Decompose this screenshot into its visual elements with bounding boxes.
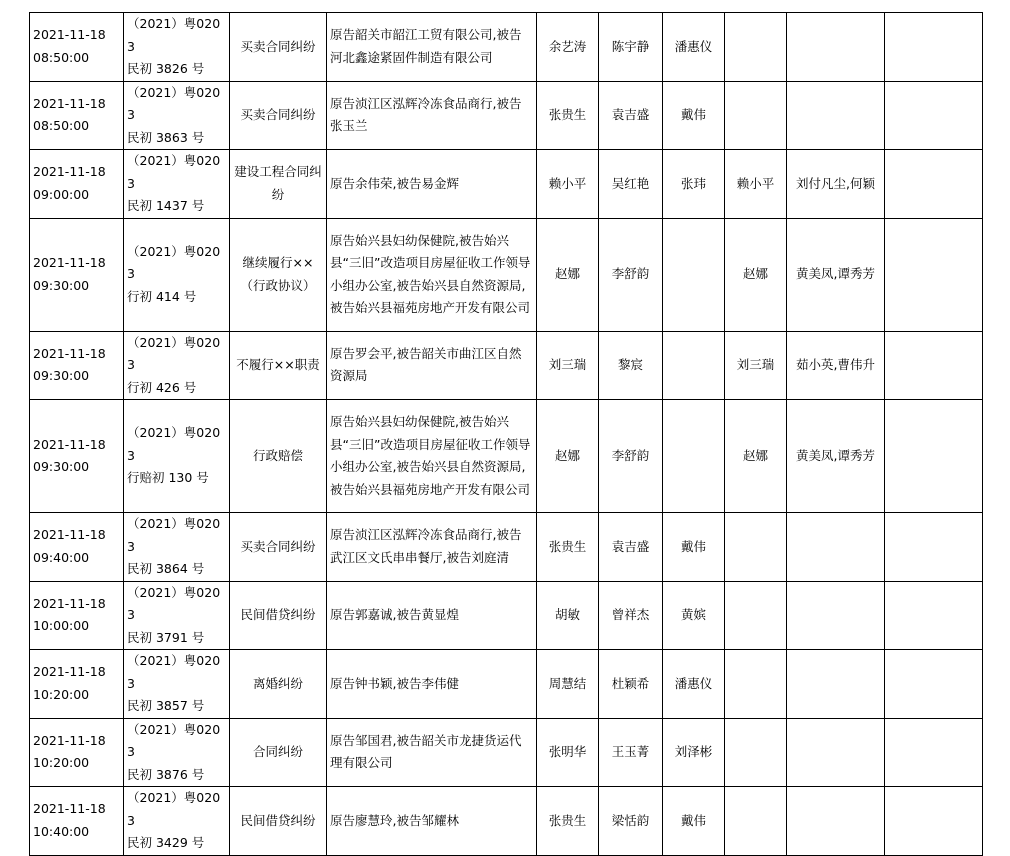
hearing-time: 09:30:00 bbox=[33, 459, 90, 474]
hearing-time: 09:30:00 bbox=[33, 277, 90, 293]
case-cause-cell: 民间借贷纠纷 bbox=[230, 581, 327, 650]
case-cause-cell: 买卖合同纠纷 bbox=[230, 13, 327, 82]
column-7-cell: 黄美凤,谭秀芳 bbox=[787, 218, 885, 331]
clerk-cell: 黄嫔 bbox=[663, 581, 725, 650]
column-8-cell bbox=[885, 650, 983, 719]
case-number-prefix: （2021）粤0203 bbox=[127, 243, 221, 282]
clerk-cell: 潘惠仪 bbox=[663, 650, 725, 719]
table-row bbox=[30, 400, 983, 513]
parties-cell: 原告廖慧玲,被告邹耀林 bbox=[327, 787, 537, 856]
judge-2-cell: 李舒韵 bbox=[599, 400, 663, 513]
judge-2-cell: 袁吉盛 bbox=[599, 81, 663, 150]
hearing-time: 08:50:00 bbox=[33, 49, 90, 65]
case-number-suffix: 民初 3876 号 bbox=[127, 766, 205, 782]
case-number-cell bbox=[124, 81, 230, 150]
case-cause-cell: 买卖合同纠纷 bbox=[230, 81, 327, 150]
case-cause-cell: 民间借贷纠纷 bbox=[230, 787, 327, 856]
hearing-time: 09:00:00 bbox=[33, 186, 90, 202]
presiding-judge-cell: 张明华 bbox=[537, 718, 599, 787]
case-cause-cell: 买卖合同纠纷 bbox=[230, 513, 327, 582]
table-row bbox=[30, 13, 983, 82]
clerk-cell: 潘惠仪 bbox=[663, 13, 725, 82]
parties-cell: 原告浈江区泓辉冷冻食品商行,被告武江区文氏串串餐厅,被告刘庭清 bbox=[327, 513, 537, 582]
case-number-suffix: 民初 3864 号 bbox=[127, 561, 205, 576]
column-8-cell bbox=[885, 331, 983, 400]
presiding-judge-cell: 刘三瑞 bbox=[537, 331, 599, 400]
column-7-cell bbox=[787, 787, 885, 856]
table-row bbox=[30, 581, 983, 650]
judge-2-cell: 梁恬韵 bbox=[599, 787, 663, 856]
table-row bbox=[30, 218, 983, 331]
case-number-cell bbox=[124, 718, 230, 787]
hearing-date: 2021-11-18 bbox=[33, 27, 106, 43]
column-8-cell bbox=[885, 513, 983, 582]
case-number-suffix: 民初 3863 号 bbox=[127, 129, 205, 145]
case-cause-cell: 建设工程合同纠纷 bbox=[230, 150, 327, 219]
presiding-judge-cell: 周慧结 bbox=[537, 650, 599, 719]
case-number-cell bbox=[124, 13, 230, 82]
table-row bbox=[30, 81, 983, 150]
hearing-datetime-cell bbox=[30, 150, 124, 219]
column-7-cell bbox=[787, 650, 885, 719]
clerk-cell bbox=[663, 218, 725, 331]
case-number-cell bbox=[124, 150, 230, 219]
parties-cell: 原告浈江区泓辉冷冻食品商行,被告张玉兰 bbox=[327, 81, 537, 150]
case-number-suffix: 行初 414 号 bbox=[127, 288, 197, 304]
presiding-judge-cell: 赖小平 bbox=[537, 150, 599, 219]
hearing-datetime-cell bbox=[30, 218, 124, 331]
judge-2-cell: 杜颖希 bbox=[599, 650, 663, 719]
case-number-prefix: （2021）粤0203 bbox=[127, 653, 221, 691]
hearing-time: 10:20:00 bbox=[33, 686, 90, 702]
case-number-suffix: 民初 3857 号 bbox=[127, 698, 205, 713]
parties-cell: 原告余伟荣,被告易金辉 bbox=[327, 150, 537, 219]
column-8-cell bbox=[885, 718, 983, 787]
judge-2-cell: 李舒韵 bbox=[599, 218, 663, 331]
hearing-date: 2021-11-18 bbox=[33, 436, 106, 452]
presiding-judge-cell: 张贵生 bbox=[537, 513, 599, 582]
case-cause-cell: 不履行××职责 bbox=[230, 331, 327, 400]
judge-2-cell: 王玉菁 bbox=[599, 718, 663, 787]
column-7-cell bbox=[787, 581, 885, 650]
column-7-cell: 黄美凤,谭秀芳 bbox=[787, 400, 885, 513]
case-number-suffix: 民初 1437 号 bbox=[127, 198, 205, 213]
hearing-date: 2021-11-18 bbox=[33, 95, 106, 111]
table-row bbox=[30, 150, 983, 219]
hearing-date: 2021-11-18 bbox=[33, 595, 106, 611]
judge-2-cell: 陈宇静 bbox=[599, 13, 663, 82]
column-7-cell: 刘付凡尘,何颖 bbox=[787, 150, 885, 219]
case-number-cell bbox=[124, 400, 230, 513]
parties-cell: 原告郭嘉诚,被告黄显煌 bbox=[327, 581, 537, 650]
case-number-prefix: （2021）粤0203 bbox=[127, 584, 221, 622]
case-number-cell bbox=[124, 581, 230, 650]
case-cause-cell: 合同纠纷 bbox=[230, 718, 327, 787]
clerk-cell: 刘泽彬 bbox=[663, 718, 725, 787]
clerk-cell: 戴伟 bbox=[663, 513, 725, 582]
case-cause-cell: 行政赔偿 bbox=[230, 400, 327, 513]
case-number-prefix: （2021）粤0203 bbox=[127, 721, 221, 759]
column-6-cell: 赵娜 bbox=[725, 218, 787, 331]
hearing-time: 09:30:00 bbox=[33, 368, 90, 384]
hearing-time: 08:50:00 bbox=[33, 118, 90, 134]
presiding-judge-cell: 张贵生 bbox=[537, 81, 599, 150]
judge-2-cell: 曾祥杰 bbox=[599, 581, 663, 650]
column-6-cell bbox=[725, 513, 787, 582]
parties-cell: 原告邹国君,被告韶关市龙捷货运代理有限公司 bbox=[327, 718, 537, 787]
hearing-time: 10:40:00 bbox=[33, 823, 90, 839]
case-number-suffix: 民初 3429 号 bbox=[127, 835, 205, 850]
judge-2-cell: 黎宸 bbox=[599, 331, 663, 400]
column-6-cell: 赖小平 bbox=[725, 150, 787, 219]
hearing-date: 2021-11-18 bbox=[33, 801, 106, 817]
clerk-cell: 张玮 bbox=[663, 150, 725, 219]
schedule-body bbox=[30, 13, 983, 856]
presiding-judge-cell: 张贵生 bbox=[537, 787, 599, 856]
clerk-cell bbox=[663, 400, 725, 513]
column-7-cell bbox=[787, 13, 885, 82]
case-cause-cell: 继续履行××（行政协议） bbox=[230, 218, 327, 331]
hearing-datetime-cell bbox=[30, 650, 124, 719]
case-number-prefix: （2021）粤0203 bbox=[127, 516, 221, 554]
parties-cell: 原告韶关市韶江工贸有限公司,被告河北鑫途紧固件制造有限公司 bbox=[327, 13, 537, 82]
column-6-cell bbox=[725, 13, 787, 82]
presiding-judge-cell: 赵娜 bbox=[537, 400, 599, 513]
column-7-cell: 茹小英,曹伟升 bbox=[787, 331, 885, 400]
case-number-suffix: 民初 3791 号 bbox=[127, 629, 205, 645]
case-number-cell bbox=[124, 218, 230, 331]
column-8-cell bbox=[885, 218, 983, 331]
table-row bbox=[30, 513, 983, 582]
table-row bbox=[30, 650, 983, 719]
hearing-date: 2021-11-18 bbox=[33, 527, 106, 543]
hearing-datetime-cell bbox=[30, 581, 124, 650]
case-number-prefix: （2021）粤0203 bbox=[127, 16, 221, 54]
case-number-prefix: （2021）粤0203 bbox=[127, 153, 221, 191]
column-7-cell bbox=[787, 718, 885, 787]
column-8-cell bbox=[885, 581, 983, 650]
column-6-cell: 赵娜 bbox=[725, 400, 787, 513]
judge-2-cell: 袁吉盛 bbox=[599, 513, 663, 582]
clerk-cell: 戴伟 bbox=[663, 81, 725, 150]
hearing-time: 10:20:00 bbox=[33, 755, 90, 771]
hearing-schedule-table bbox=[29, 12, 983, 856]
hearing-datetime-cell bbox=[30, 331, 124, 400]
column-7-cell bbox=[787, 81, 885, 150]
case-number-prefix: （2021）粤0203 bbox=[127, 425, 221, 463]
hearing-date: 2021-11-18 bbox=[33, 255, 106, 270]
parties-cell: 原告罗会平,被告韶关市曲江区自然资源局 bbox=[327, 331, 537, 400]
clerk-cell bbox=[663, 331, 725, 400]
hearing-datetime-cell bbox=[30, 400, 124, 513]
hearing-datetime-cell bbox=[30, 81, 124, 150]
column-8-cell bbox=[885, 400, 983, 513]
table-row bbox=[30, 787, 983, 856]
hearing-date: 2021-11-18 bbox=[33, 345, 106, 361]
case-number-prefix: （2021）粤0203 bbox=[127, 334, 221, 372]
hearing-date: 2021-11-18 bbox=[33, 664, 106, 680]
case-number-cell bbox=[124, 787, 230, 856]
parties-cell: 原告钟书颖,被告李伟健 bbox=[327, 650, 537, 719]
column-8-cell bbox=[885, 787, 983, 856]
parties-cell: 原告始兴县妇幼保健院,被告始兴县“三旧”改造项目房屋征收工作领导小组办公室,被告始兴县自然资源局,被告始兴县福苑房地产开发有限公司 bbox=[327, 218, 537, 331]
hearing-time: 10:00:00 bbox=[33, 618, 90, 634]
column-6-cell bbox=[725, 650, 787, 719]
case-number-cell bbox=[124, 331, 230, 400]
column-8-cell bbox=[885, 13, 983, 82]
column-6-cell bbox=[725, 581, 787, 650]
case-number-cell bbox=[124, 650, 230, 719]
hearing-date: 2021-11-18 bbox=[33, 732, 106, 748]
column-6-cell bbox=[725, 787, 787, 856]
hearing-datetime-cell bbox=[30, 13, 124, 82]
presiding-judge-cell: 赵娜 bbox=[537, 218, 599, 331]
case-number-prefix: （2021）粤0203 bbox=[127, 84, 221, 122]
column-6-cell: 刘三瑞 bbox=[725, 331, 787, 400]
column-8-cell bbox=[885, 150, 983, 219]
parties-cell: 原告始兴县妇幼保健院,被告始兴县“三旧”改造项目房屋征收工作领导小组办公室,被告始兴县自然资源局,被告始兴县福苑房地产开发有限公司 bbox=[327, 400, 537, 513]
presiding-judge-cell: 余艺涛 bbox=[537, 13, 599, 82]
case-number-prefix: （2021）粤0203 bbox=[127, 790, 221, 828]
case-number-suffix: 行初 426 号 bbox=[127, 379, 197, 395]
column-7-cell bbox=[787, 513, 885, 582]
column-8-cell bbox=[885, 81, 983, 150]
hearing-time: 09:40:00 bbox=[33, 549, 90, 565]
presiding-judge-cell: 胡敏 bbox=[537, 581, 599, 650]
case-cause-cell: 离婚纠纷 bbox=[230, 650, 327, 719]
table-row bbox=[30, 331, 983, 400]
hearing-datetime-cell bbox=[30, 718, 124, 787]
column-6-cell bbox=[725, 81, 787, 150]
clerk-cell: 戴伟 bbox=[663, 787, 725, 856]
case-number-cell bbox=[124, 513, 230, 582]
hearing-date: 2021-11-18 bbox=[33, 164, 106, 180]
case-number-suffix: 民初 3826 号 bbox=[127, 61, 205, 76]
column-6-cell bbox=[725, 718, 787, 787]
hearing-datetime-cell bbox=[30, 787, 124, 856]
judge-2-cell: 吴红艳 bbox=[599, 150, 663, 219]
hearing-datetime-cell bbox=[30, 513, 124, 582]
case-number-suffix: 行赔初 130 号 bbox=[127, 470, 209, 486]
table-row bbox=[30, 718, 983, 787]
